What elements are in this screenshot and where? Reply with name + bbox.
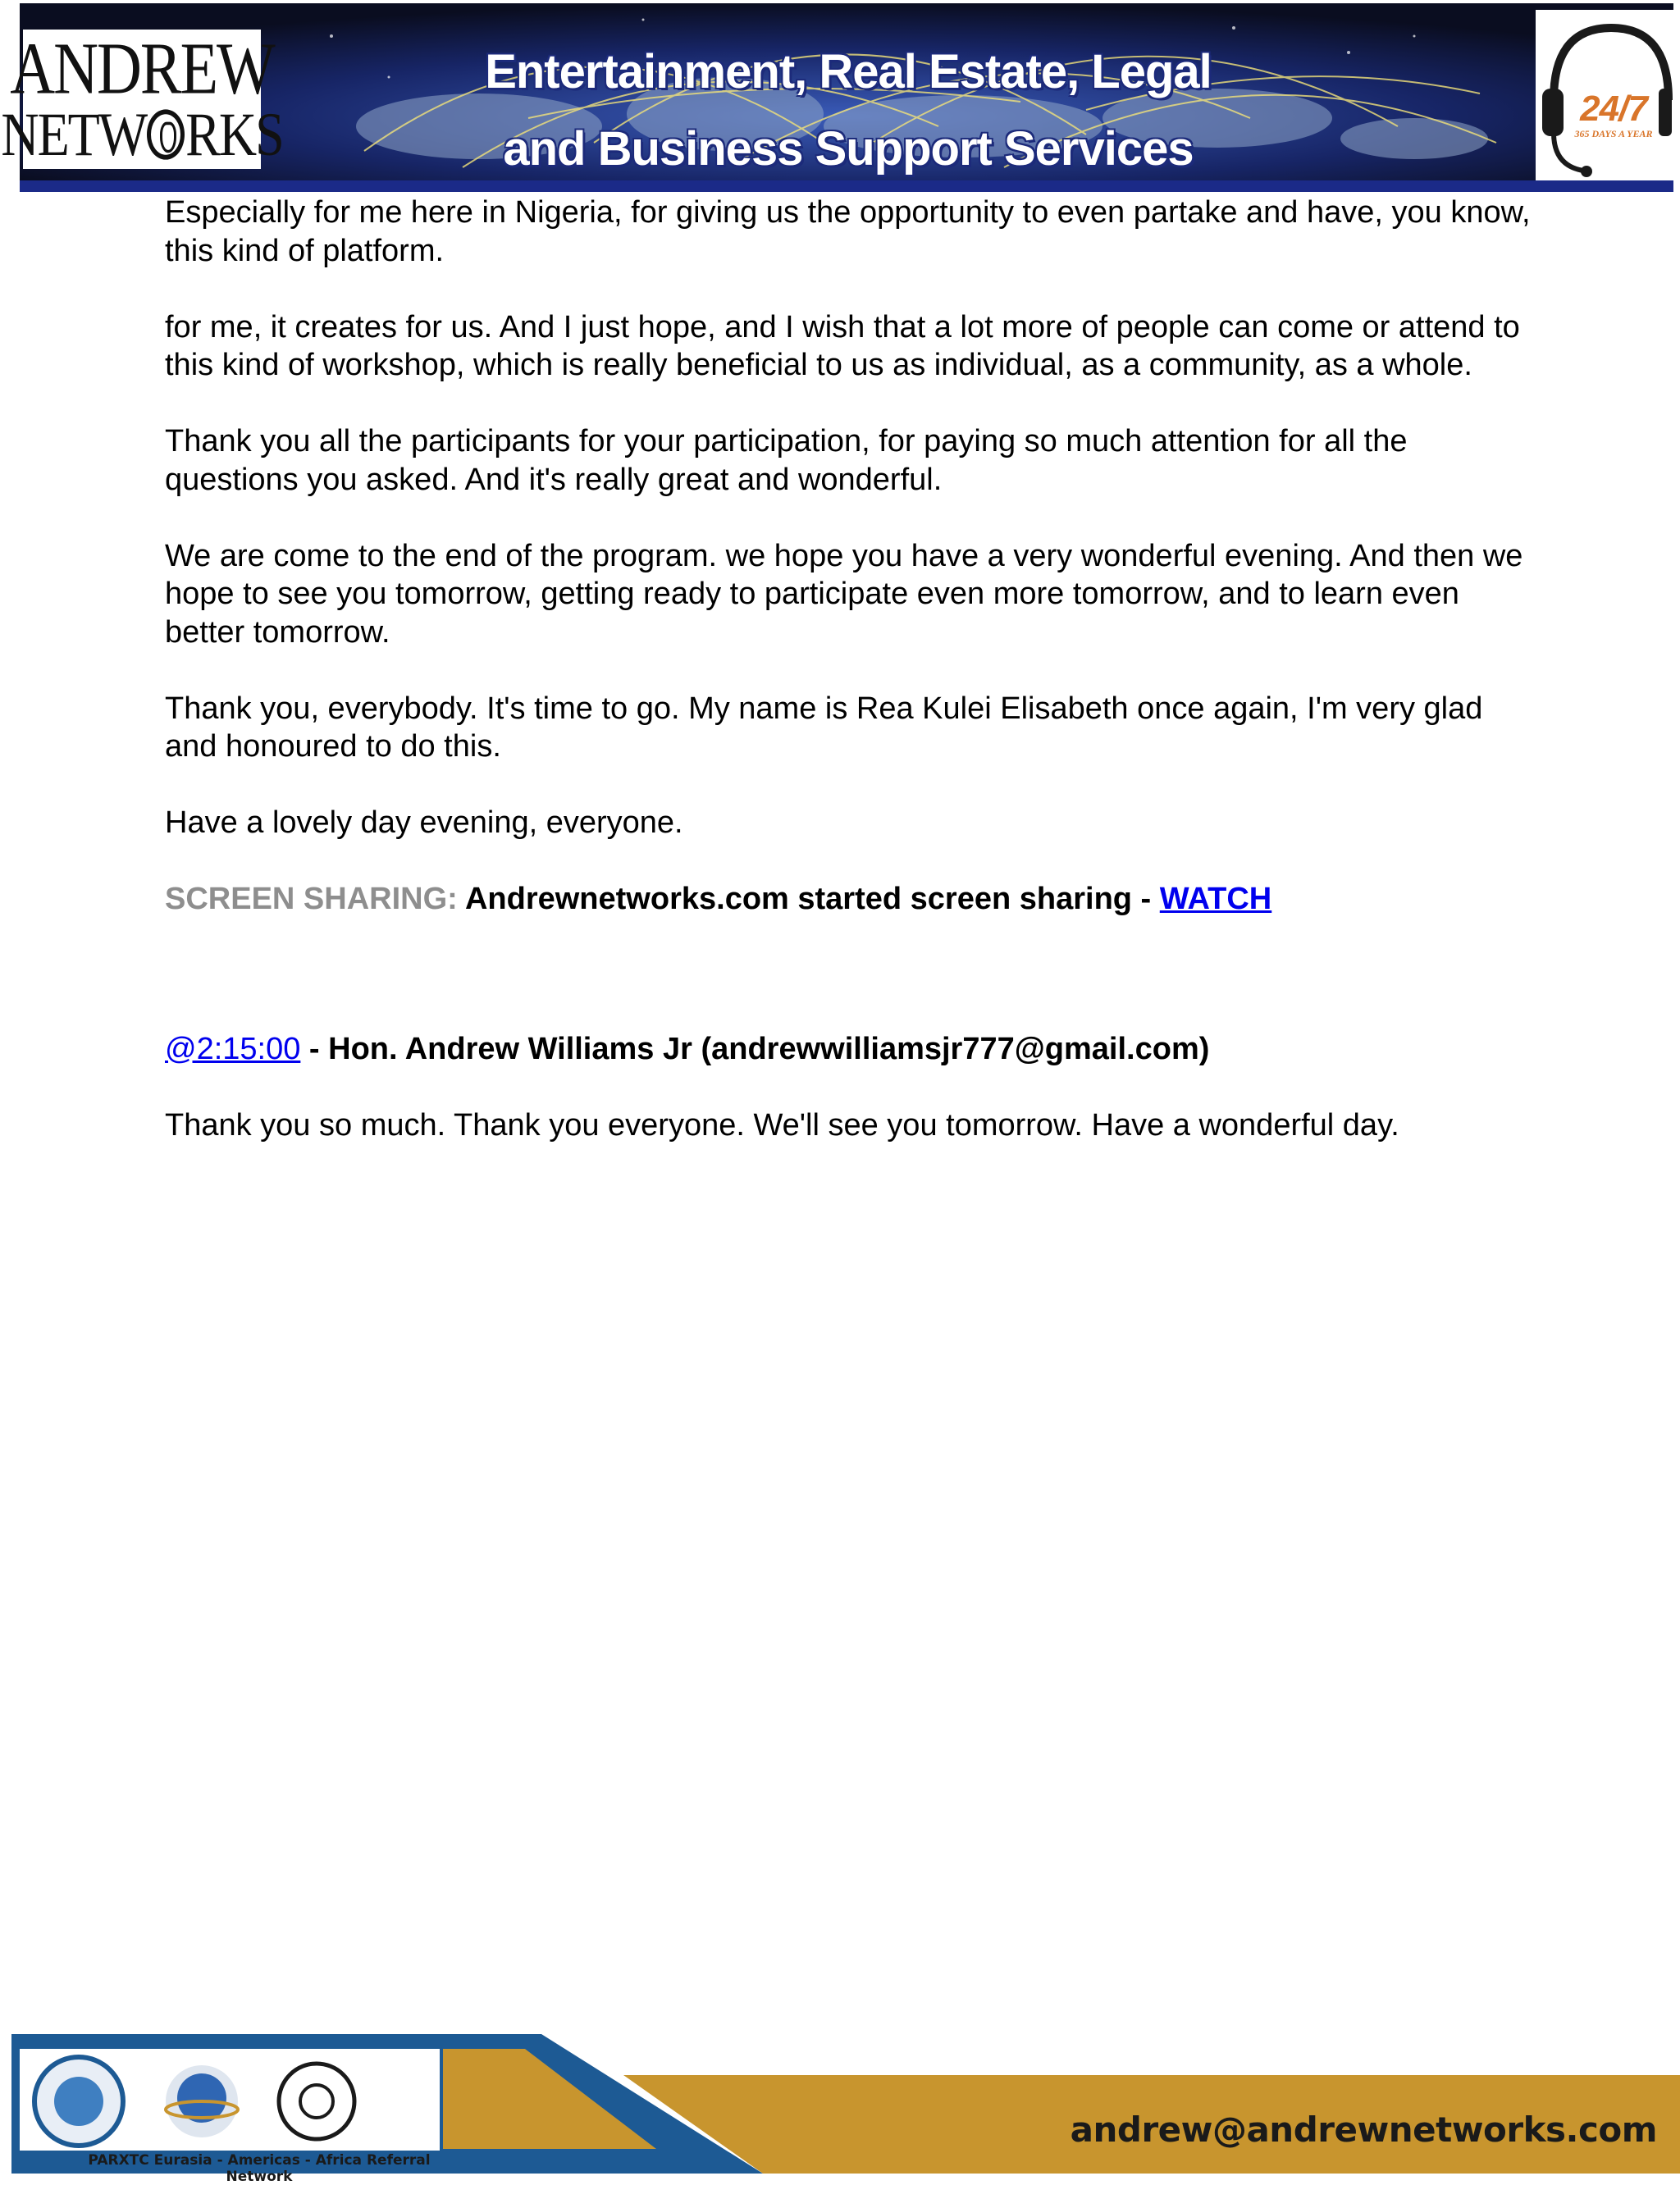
logo-line-1: ANDREW (10, 28, 274, 110)
screen-sharing-text: Andrewnetworks.com started screen sharing - (457, 882, 1160, 916)
badge-247-text: 24/7 (1580, 89, 1647, 129)
watch-link[interactable]: WATCH (1159, 882, 1272, 916)
banner-title-line-2: and Business Support Services (503, 122, 1194, 176)
paragraph: Thank you so much. Thank you everyone. We'll see you tomorrow. Have a wonderful day. (165, 1107, 1399, 1143)
support-247-badge (1536, 10, 1673, 180)
timestamp-link[interactable]: @2:15:00 (165, 1031, 301, 1066)
logo-line-2-post: RKS (185, 99, 283, 169)
footer-email[interactable]: andrew@andrewnetworks.com (1070, 2110, 1657, 2150)
lion-emblem-icon (147, 109, 185, 159)
transcript-content (165, 194, 1543, 1144)
paragraph: Thank you all the participants for your participation, for paying so much attention for all the questions you asked. And it's really great and wonderful. (165, 424, 1408, 497)
footer-banner (0, 2034, 1680, 2185)
screen-sharing-notice (165, 880, 1543, 919)
paragraph: We are come to the end of the program. we hope you have a very wonderful evening. And then we hope to see you tomorrow, getting ready to participate even more tomorrow, and to learn even better tomorrow. (165, 538, 1523, 650)
footer-logo-strip (20, 2049, 440, 2151)
paragraph: Thank you, everybody. It's time to go. My name is Rea Kulei Elisabeth once again, I'm very glad and honoured to do this. (165, 691, 1483, 764)
speaker-name: - Hon. Andrew Williams Jr (andrewwilliamsjr777@gmail.com) (300, 1031, 1210, 1066)
banner-bottom-bar (20, 180, 1673, 192)
screen-sharing-label: SCREEN SHARING: (165, 882, 458, 916)
footer-caption: PARXTC Eurasia - Americas - Africa Referral Network (88, 2152, 431, 2185)
paragraph: Especially for me here in Nigeria, for giving us the opportunity to even partake and have, you know, this kind of platform. (165, 195, 1531, 268)
paragraph: for me, it creates for us. And I just hope, and I wish that a lot more of people can come or attend to this kind of workshop, which is really beneficial to us as individual, as a community, as a whole. (165, 309, 1520, 382)
header-banner (1, 3, 1673, 192)
banner-title-line-1: Entertainment, Real Estate, Legal (485, 45, 1212, 98)
partner-logos-icon (20, 2049, 440, 2151)
speaker-line (165, 1030, 1543, 1069)
paragraph: Have a lovely day evening, everyone. (165, 805, 683, 840)
badge-365-text: 365 DAYS A YEAR (1574, 128, 1653, 139)
andrew-networks-logo (1, 28, 283, 169)
logo-line-2 (1, 99, 283, 169)
logo-line-2-pre: NETW (1, 99, 147, 169)
